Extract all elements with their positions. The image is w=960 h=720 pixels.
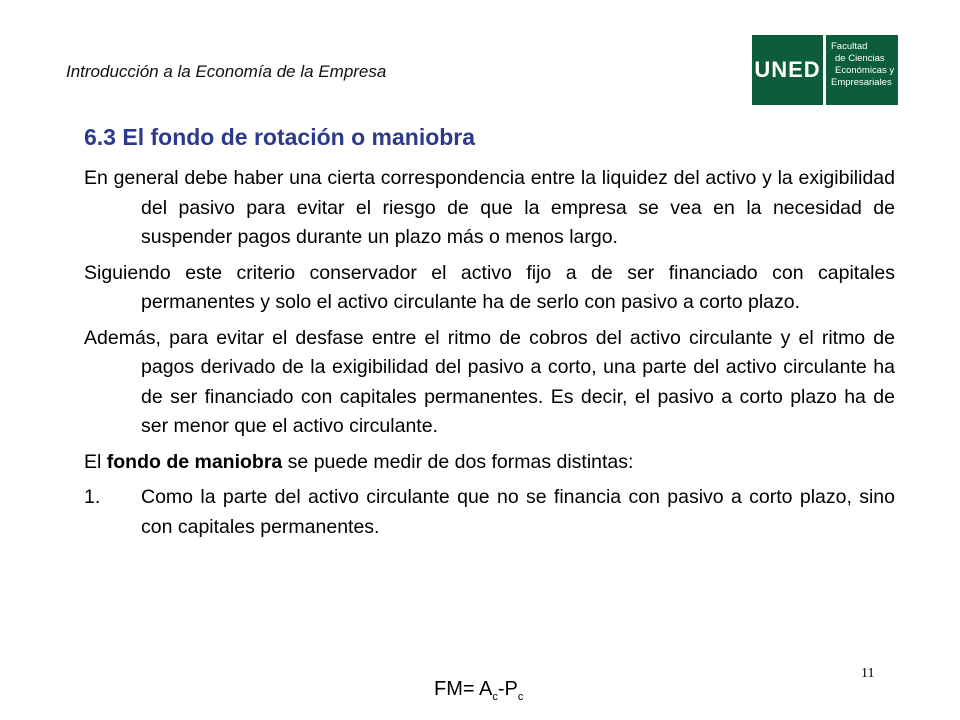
paragraph-liquidity: En general debe haber una cierta correspondencia entre la liquidez del activo y la exigibilidad del pasivo para evitar el riesgo de que la empresa se vea en la necesidad de suspender pagos durante un plazo más o menos largo.: [84, 167, 895, 248]
course-title: Introducción a la Economía de la Empresa: [66, 62, 387, 81]
logo-line-4: Empresariales: [831, 77, 892, 88]
list-item: [84, 483, 895, 542]
logo-brand: UNED: [752, 35, 823, 105]
formula-prefix: FM= A: [434, 678, 493, 700]
page-number: 11: [861, 666, 875, 681]
measure-before: El: [84, 450, 107, 473]
list-item-text: Como la parte del activo circulante que no se financia con pasivo a corto plazo, sino con capitales permanentes.: [141, 486, 895, 538]
measure-bold-term: fondo de maniobra: [106, 450, 283, 473]
slide-body: [84, 164, 895, 542]
formula-mid: -P: [497, 678, 518, 700]
logo-faculty-text: [826, 35, 898, 105]
logo-line-1: Facultad: [831, 41, 868, 52]
list-item-number: 1.: [84, 486, 101, 508]
formula-sub-2: c: [517, 691, 524, 703]
logo-line-3: Económicas y: [835, 65, 895, 76]
paragraph-measure-intro: [84, 448, 895, 478]
paragraph-cash-flow-gap: Además, para evitar el desfase entre el ritmo de cobros del activo circulante y el ritmo de pagos derivado de la exigibilidad del pasivo a corto, una parte del activo circulante ha de ser financiado con capitales permanentes. Es decir, el pasivo a corto plazo ha de ser menor que el activo circulante.: [84, 326, 895, 437]
formula-fm: [434, 678, 523, 703]
logo-line-2: de Ciencias: [835, 53, 885, 64]
measure-after: se puede medir de dos formas distintas:: [282, 450, 634, 473]
paragraph-conservative-criterion: Siguiendo este criterio conservador el activo fijo a de ser financiado con capitales permanentes y solo el activo circulante ha de serlo con pasivo a corto plazo.: [84, 261, 895, 313]
uned-logo: [752, 35, 898, 105]
slide-title: 6.3 El fondo de rotación o maniobra: [84, 124, 476, 150]
formula-sub-1: c: [492, 691, 498, 703]
